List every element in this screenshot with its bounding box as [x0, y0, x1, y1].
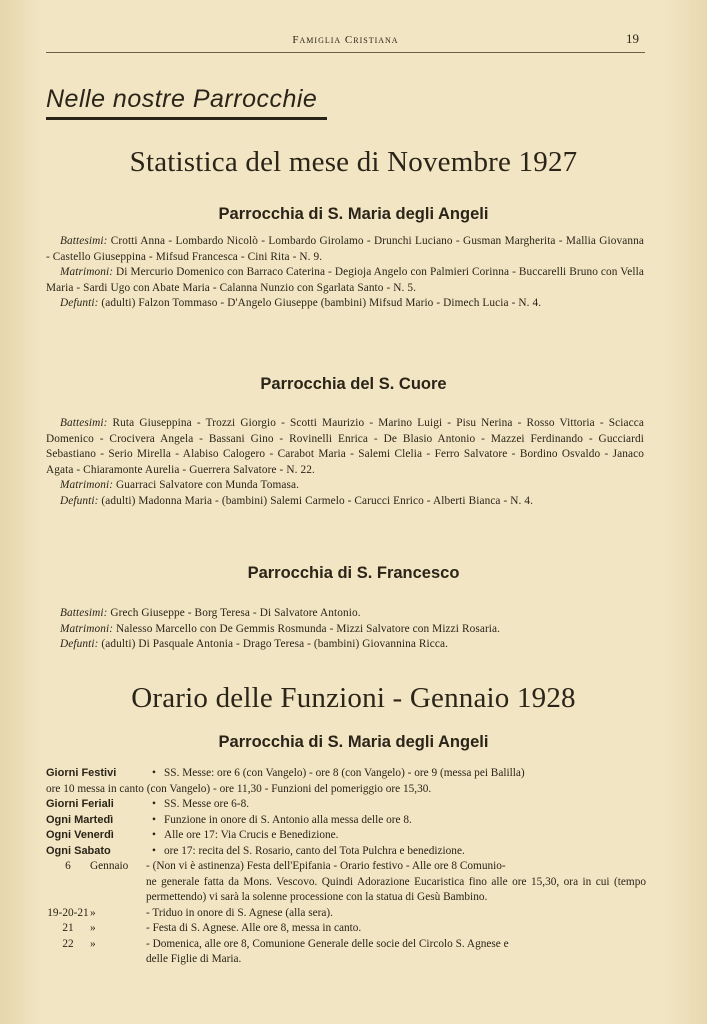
entry-text: Guarraci Salvatore con Munda Tomasa. [113, 479, 299, 491]
deaths-entry [46, 637, 644, 653]
dated-row-21 [46, 921, 646, 937]
entry-label: Defunti: [60, 297, 99, 309]
parish-entries-s-maria-angeli [46, 234, 644, 312]
section-title: Nelle nostre Parrocchie [46, 84, 327, 120]
entry-label: Matrimoni: [60, 479, 114, 491]
entry-text: Grech Giuseppe - Borg Teresa - Di Salvatore Antonio. [107, 607, 361, 619]
entry-label: Battesimi: [60, 607, 108, 619]
schedule-text: SS. Messe: ore 6 (con Vangelo) - ore 8 (con Vangelo) - ore 9 (messa pei Balilla) [164, 767, 525, 779]
dated-continuation: delle Figlie di Maria. [146, 953, 242, 965]
schedule-text: SS. Messe ore 6-8. [164, 798, 250, 810]
entry-text: Ruta Giuseppina - Trozzi Giorgio - Scotti Maurizio - Marino Luigi - Pisu Nerina - Rosso Vittoria - Sciacca Domenico - Crocivera Angela - Bassani Gino - Rovinelli Enrica - De Blasio Antonio - Mazzei Ferdinando - Gucciardi Sebastiano - Serio Mirella - Alabiso Calogero - Carabot Maria - Salemi Clelia - Ferro Salvatore - Bordino Osvaldo - Janaco Agata - Chiaramonte Aurelia - Guerrera Salvatore - N. 22. [46, 417, 644, 476]
schedule-row-sabato [46, 844, 646, 860]
dated-row-22 [46, 937, 646, 953]
statistics-title: Statistica del mese di Novembre 1927 [129, 146, 578, 178]
parish-entries-s-francesco [46, 606, 644, 653]
schedule-parish-title: Parrocchia di S. Maria degli Angeli [218, 733, 489, 751]
entry-text: (adulti) Madonna Maria - (bambini) Salemi Carmelo - Carucci Enrico - Alberti Bianca - N. 4. [98, 494, 534, 507]
deaths-entry [46, 296, 644, 312]
schedule-key: Ogni Sabato [46, 844, 111, 857]
dated-row-6-gennaio [46, 859, 646, 875]
bullet-separator: • [152, 844, 156, 857]
schedule-text: ore 17: recita del S. Rosario, canto del Tota Pulchra e benedizione. [164, 844, 465, 857]
bullet-separator: • [152, 813, 156, 826]
bullet-separator: • [152, 767, 156, 779]
parish-title-s-francesco: Parrocchia di S. Francesco [247, 564, 460, 582]
deaths-entry [46, 494, 644, 510]
schedule-text: Alle ore 17: Via Crucis e Benedizione. [164, 829, 339, 841]
entry-label: Battesimi: [60, 417, 108, 429]
dated-continuation: ne generale fatta da Mons. Vescovo. Quindi Adorazione Eucaristica fino alle ore 15,30, ora in cui (tempo permettendo) vi sarà la solenne processione con la statua di Gesù Bambino. [146, 875, 646, 903]
marriages-entry [46, 265, 644, 296]
schedule-key: Giorni Festivi [46, 767, 117, 779]
dated-row-19-21 [46, 906, 646, 922]
schedule-row-festivi [46, 766, 646, 782]
schedule-text: Funzione in onore di S. Antonio alla messa delle ore 8. [164, 813, 412, 826]
baptisms-entry [46, 606, 644, 622]
dated-text: - (Non vi è astinenza) Festa dell'Epifania - Orario festivo - Alle ore 8 Comunio- [146, 860, 506, 872]
entry-label: Matrimoni: [60, 622, 114, 635]
baptisms-entry [46, 234, 644, 265]
entry-label: Matrimoni: [60, 266, 114, 278]
marriages-entry [46, 478, 644, 494]
running-title: Famiglia Cristiana [292, 34, 399, 46]
parish-title-s-maria-angeli: Parrocchia di S. Maria degli Angeli [218, 205, 489, 223]
date-month: Gennaio [90, 860, 129, 872]
schedule-key: Ogni Martedì [46, 813, 114, 826]
date-month: » [90, 937, 96, 950]
schedule-list [46, 766, 646, 968]
schedule-continuation: ore 10 messa in canto (con Vangelo) - ore 11,30 - Funzioni del pomeriggio ore 15,30. [46, 782, 432, 795]
date-day: 21 [62, 922, 74, 934]
baptisms-entry [46, 416, 644, 478]
schedule-key: Giorni Feriali [46, 798, 114, 810]
schedule-row-martedi [46, 813, 646, 829]
entry-text: Di Mercurio Domenico con Barraco Caterina - Degioja Angelo con Palmieri Corinna - Buccarelli Bruno con Vella Maria - Sardi Ugo con Abate Maria - Calanna Nunzio con Sgarlata Santo - N. 5. [46, 266, 644, 294]
entry-text: Nalesso Marcello con De Gemmis Rosmunda - Mizzi Salvatore con Mizzi Rosaria. [113, 622, 501, 635]
bullet-separator: • [152, 798, 156, 810]
parish-entries-s-cuore [46, 416, 644, 509]
entry-text: Crotti Anna - Lombardo Nicolò - Lombardo Girolamo - Drunchi Luciano - Gusman Margherita - Mallia Giovanna - Castello Giuseppina - Mifsud Francesca - Cini Rita - N. 9. [46, 235, 644, 263]
page-number: 19 [626, 31, 639, 46]
entry-text: (adulti) Falzon Tommaso - D'Angelo Giuseppe (bambini) Mifsud Mario - Dimech Lucia - N. 4. [98, 297, 542, 309]
running-header [46, 30, 645, 53]
dated-text: - Triduo in onore di S. Agnese (alla sera). [146, 906, 333, 919]
marriages-entry [46, 622, 644, 638]
entry-label: Defunti: [60, 638, 99, 650]
schedule-title: Orario delle Funzioni - Gennaio 1928 [131, 682, 576, 714]
schedule-row-venerdi [46, 828, 646, 844]
bullet-separator: • [152, 829, 156, 841]
date-month: » [90, 922, 96, 934]
dated-text: - Festa di S. Agnese. Alle ore 8, messa in canto. [146, 922, 362, 934]
date-month: » [90, 906, 96, 919]
schedule-key: Ogni Venerdì [46, 829, 114, 841]
entry-text: (adulti) Di Pasquale Antonia - Drago Teresa - (bambini) Giovannina Ricca. [98, 638, 449, 650]
date-day: 19-20-21 [47, 906, 89, 919]
date-day: 22 [62, 937, 74, 950]
date-day: 6 [65, 860, 71, 872]
entry-label: Defunti: [60, 494, 99, 507]
schedule-row-feriali [46, 797, 646, 813]
parish-title-s-cuore: Parrocchia del S. Cuore [260, 375, 447, 393]
entry-label: Battesimi: [60, 235, 108, 247]
dated-text: - Domenica, alle ore 8, Comunione Generale delle socie del Circolo S. Agnese e [146, 937, 509, 950]
